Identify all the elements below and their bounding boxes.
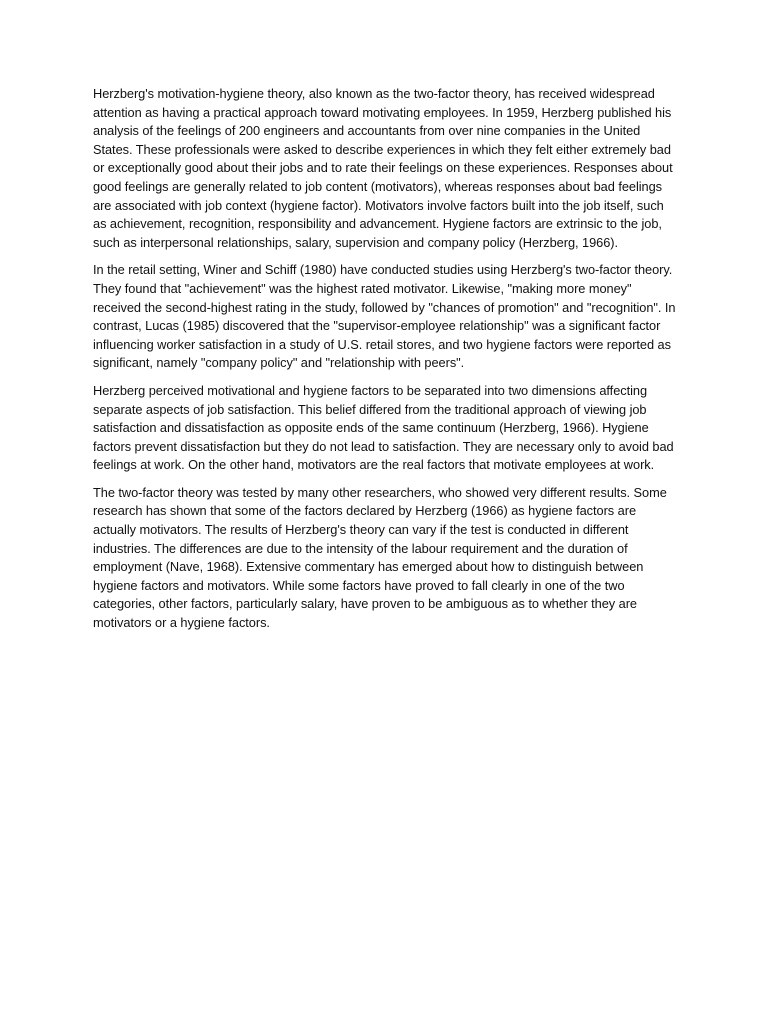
document-body bbox=[93, 85, 679, 642]
paragraph-two-dimensions: Herzberg perceived motivational and hygiene factors to be separated into two dimensions affecting separate aspects of job satisfaction. This belief differed from the traditional approach of viewing job satisfaction and dissatisfaction as opposite ends of the same continuum (Herzberg, 1966). Hygiene factors prevent dissatisfaction but they do not lead to satisfaction. They are necessary only to avoid bad feelings at work. On the other hand, motivators are the real factors that motivate employees at work. bbox=[93, 382, 674, 473]
paragraph-retail-setting: In the retail setting, Winer and Schiff (1980) have conducted studies using Herzberg's two-factor theory. They found that "achievement" was the highest rated motivator. Likewise, "making more money" received the second-highest rating in the study, followed by "chances of promotion" and "recognition". In contrast, Lucas (1985) discovered that the "supervisor-employee relationship" was a significant factor influencing worker satisfaction in a study of U.S. retail stores, and two hygiene factors were reported as significant, namely "company policy" and "relationship with peers". bbox=[93, 262, 676, 371]
paragraph-research-results: The two-factor theory was tested by many other researchers, who showed very different results. Some research has shown that some of the factors declared by Herzberg (1966) as hygiene factors are actually motivators. The results of Herzberg's theory can vary if the test is conducted in different industries. The differences are due to the intensity of the labour requirement and the duration of employment (Nave, 1968). Extensive commentary has emerged about how to distinguish between hygiene factors and motivators. While some factors have proved to fall clearly in one of the two categories, other factors, particularly salary, have proven to be ambiguous as to whether they are motivators or a hygiene factors. bbox=[93, 484, 667, 631]
paragraph-herzberg-theory-intro: Herzberg's motivation-hygiene theory, also known as the two-factor theory, has received widespread attention as having a practical approach toward motivating employees. In 1959, Herzberg published his analysis of the feelings of 200 engineers and accountants from over nine companies in the United States. These professionals were asked to describe experiences in which they felt either extremely bad or exceptionally good about their jobs and to rate their feelings on these experiences. Responses about good feelings are generally related to job content (motivators), whereas responses about bad feelings are associated with job context (hygiene factor). Motivators involve factors built into the job itself, such as achievement, recognition, responsibility and advancement. Hygiene factors are extrinsic to the job, such as interpersonal relationships, salary, supervision and company policy (Herzberg, 1966). bbox=[93, 86, 673, 250]
